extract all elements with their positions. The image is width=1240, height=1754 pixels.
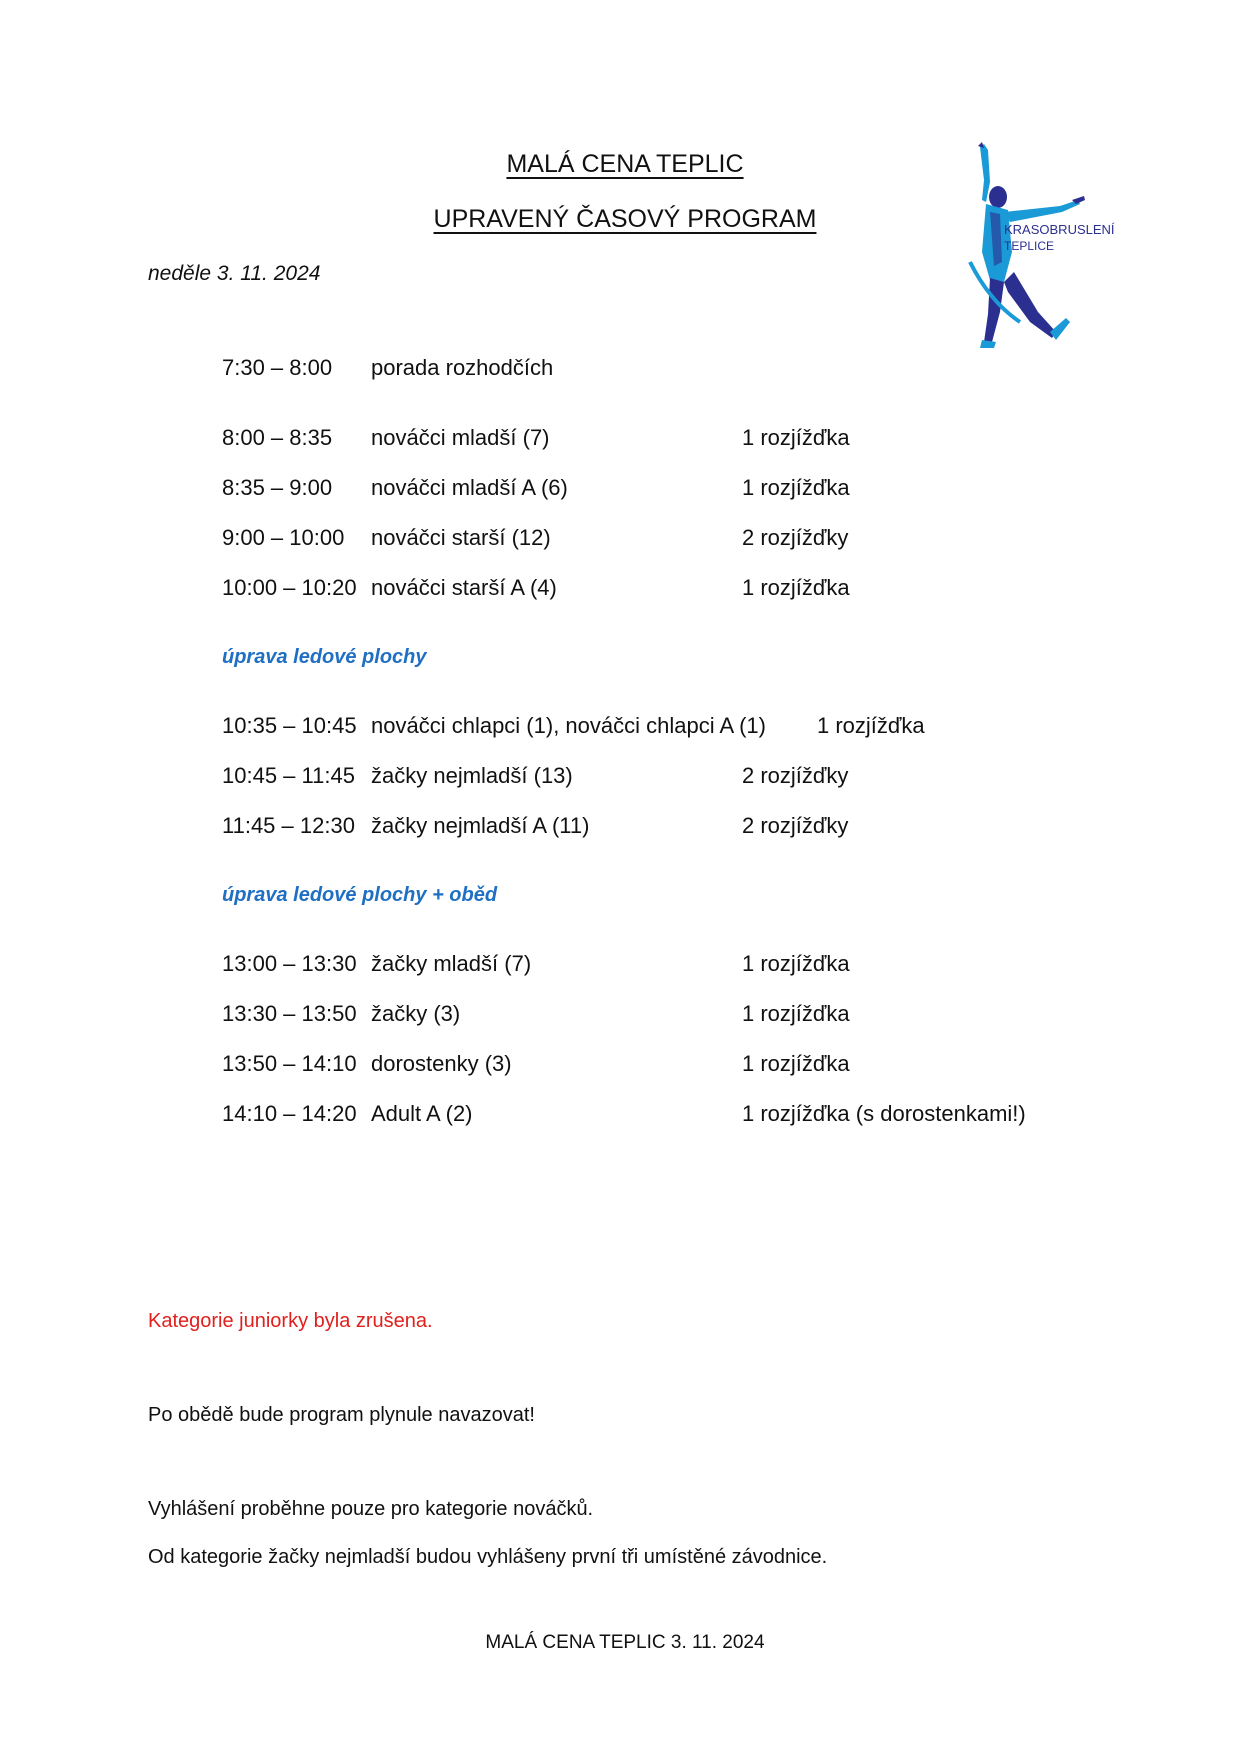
ice-resurfacing-note: úprava ledové plochy: [222, 646, 427, 668]
schedule-time: 13:50 – 14:10: [222, 1051, 357, 1076]
schedule-heats: 1 rozjížďka: [742, 1051, 850, 1076]
schedule-heats: 2 rozjížďky: [742, 525, 849, 550]
document-subtitle: UPRAVENÝ ČASOVÝ PROGRAM: [433, 205, 817, 233]
schedule-category: dorostenky (3): [371, 1051, 512, 1076]
after-lunch-note: Po obědě bude program plynule navazovat!: [148, 1404, 535, 1426]
schedule-heats: 1 rozjížďka: [742, 575, 850, 600]
schedule-category: žačky (3): [371, 1001, 461, 1026]
schedule-heats: 1 rozjížďka: [742, 425, 850, 450]
awards-note-1: Vyhlášení proběhne pouze pro kategorie nováčků.: [148, 1498, 594, 1520]
schedule-category: nováčci mladší (7): [371, 425, 550, 450]
schedule-category: nováčci mladší A (6): [371, 475, 568, 500]
logo-text-line1: KRASOBRUSLENÍ: [1004, 222, 1115, 237]
schedule-category: nováčci chlapci (1), nováčci chlapci A (1): [371, 713, 766, 738]
schedule-heats: 1 rozjížďka: [742, 951, 850, 976]
schedule-heats: 1 rozjížďka: [742, 1001, 850, 1026]
schedule-category: porada rozhodčích: [371, 355, 554, 380]
schedule-category: Adult A (2): [371, 1101, 473, 1126]
schedule-heats: 1 rozjížďka: [817, 713, 925, 738]
document-title: MALÁ CENA TEPLIC: [506, 150, 744, 178]
schedule-time: 7:30 – 8:00: [222, 355, 333, 380]
cancelled-category-note: Kategorie juniorky byla zrušena.: [148, 1310, 433, 1332]
event-date: neděle 3. 11. 2024: [148, 262, 321, 285]
schedule-time: 9:00 – 10:00: [222, 525, 345, 550]
schedule-heats: 2 rozjížďky: [742, 763, 849, 788]
schedule-category: žačky mladší (7): [371, 951, 532, 976]
schedule-time: 13:30 – 13:50: [222, 1001, 357, 1026]
schedule-time: 10:00 – 10:20: [222, 575, 357, 600]
schedule-time: 14:10 – 14:20: [222, 1101, 357, 1126]
figure-skater-logo-icon: [960, 142, 1115, 357]
schedule-time: 8:35 – 9:00: [222, 475, 333, 500]
logo-text-line2: TEPLICE: [1004, 239, 1055, 253]
schedule-time: 10:45 – 11:45: [222, 763, 355, 788]
schedule-heats: 1 rozjížďka: [742, 475, 850, 500]
awards-note-2: Od kategorie žačky nejmladší budou vyhlášeny první tři umístěné závodnice.: [148, 1546, 828, 1568]
schedule-time: 8:00 – 8:35: [222, 425, 333, 450]
schedule-category: nováčci starší A (4): [371, 575, 557, 600]
schedule-time: 10:35 – 10:45: [222, 713, 357, 738]
page-footer: MALÁ CENA TEPLIC 3. 11. 2024: [485, 1632, 765, 1653]
schedule-category: žačky nejmladší A (11): [371, 813, 590, 838]
schedule-time: 13:00 – 13:30: [222, 951, 357, 976]
schedule-heats: 2 rozjížďky: [742, 813, 849, 838]
ice-resurfacing-lunch-note: úprava ledové plochy + oběd: [222, 884, 498, 906]
schedule-heats: 1 rozjížďka (s dorostenkami!): [742, 1101, 1026, 1126]
schedule-category: žačky nejmladší (13): [371, 763, 573, 788]
schedule-time: 11:45 – 12:30: [222, 813, 355, 838]
schedule-category: nováčci starší (12): [371, 525, 551, 550]
